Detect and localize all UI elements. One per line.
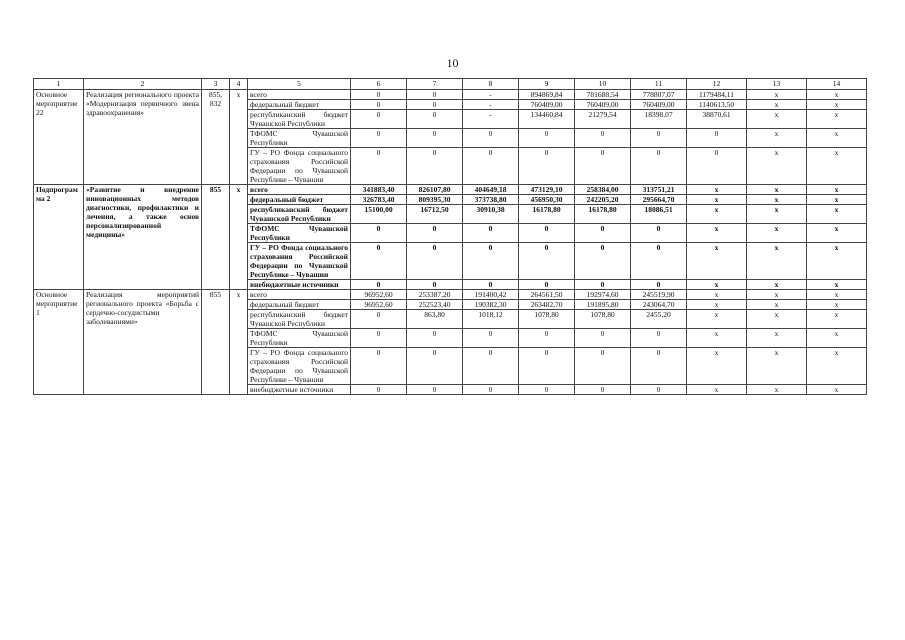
value-cell: 0 <box>519 129 575 148</box>
funding-source-cell: ГУ – РО Фонда социального страхования Российской Федерации по Чувашской Республике – Чувашии <box>248 348 351 385</box>
item-type-cell: Подпрограмма 2 <box>34 185 84 290</box>
value-cell: 0 <box>351 90 407 100</box>
value-cell: x <box>687 329 747 348</box>
value-cell: 0 <box>631 129 687 148</box>
column-number: 8 <box>463 79 519 90</box>
mark-cell: x <box>230 90 248 185</box>
value-cell: 0 <box>631 385 687 395</box>
value-cell: x <box>687 290 747 300</box>
value-cell: 0 <box>407 129 463 148</box>
value-cell: x <box>807 300 867 310</box>
table-body <box>34 79 867 395</box>
funding-source-cell: ТФОМС Чувашской Республики <box>248 329 351 348</box>
value-cell: 264561,50 <box>519 290 575 300</box>
value-cell: 0 <box>575 385 631 395</box>
item-title-cell: Реализация мероприятий регионального проекта «Борьба с сердечно-сосудистыми заболеваниями» <box>84 290 202 395</box>
value-cell: 313751,21 <box>631 185 687 195</box>
value-cell: x <box>807 148 867 185</box>
value-cell: 373738,80 <box>463 195 519 205</box>
value-cell: x <box>807 329 867 348</box>
column-number: 2 <box>84 79 202 90</box>
value-cell: x <box>747 348 807 385</box>
value-cell: 190382,30 <box>463 300 519 310</box>
value-cell: 326783,40 <box>351 195 407 205</box>
value-cell: x <box>807 290 867 300</box>
value-cell: - <box>463 110 519 129</box>
value-cell: 0 <box>631 224 687 243</box>
value-cell: x <box>687 348 747 385</box>
value-cell: 0 <box>463 243 519 280</box>
column-number: 13 <box>747 79 807 90</box>
value-cell: 1179484,11 <box>687 90 747 100</box>
funding-source-cell: всего <box>248 290 351 300</box>
funding-source-cell: федеральный бюджет <box>248 300 351 310</box>
value-cell: 0 <box>519 280 575 290</box>
item-type-cell: Основное мероприятие 22 <box>34 90 84 185</box>
value-cell: x <box>747 290 807 300</box>
value-cell: 826107,80 <box>407 185 463 195</box>
value-cell: x <box>747 129 807 148</box>
column-number: 11 <box>631 79 687 90</box>
value-cell: 1140613,50 <box>687 100 747 110</box>
value-cell: 0 <box>351 348 407 385</box>
value-cell: 0 <box>575 280 631 290</box>
funding-source-cell: республиканский бюджет Чувашской Республики <box>248 110 351 129</box>
column-number: 7 <box>407 79 463 90</box>
column-number: 4 <box>230 79 248 90</box>
table-row <box>34 290 867 300</box>
value-cell: 191895,80 <box>575 300 631 310</box>
value-cell: 0 <box>351 310 407 329</box>
value-cell: x <box>687 224 747 243</box>
column-number: 12 <box>687 79 747 90</box>
value-cell: 473129,10 <box>519 185 575 195</box>
value-cell: x <box>747 385 807 395</box>
value-cell: 456950,30 <box>519 195 575 205</box>
value-cell: 0 <box>407 224 463 243</box>
value-cell: 0 <box>351 148 407 185</box>
code-cell: 855 <box>202 290 230 395</box>
value-cell: 1018,12 <box>463 310 519 329</box>
value-cell: 863,80 <box>407 310 463 329</box>
value-cell: 38870,61 <box>687 110 747 129</box>
value-cell: 0 <box>351 280 407 290</box>
value-cell: 0 <box>687 148 747 185</box>
value-cell: 0 <box>631 243 687 280</box>
value-cell: x <box>687 280 747 290</box>
value-cell: 242205,20 <box>575 195 631 205</box>
value-cell: 0 <box>351 385 407 395</box>
value-cell: 16712,50 <box>407 205 463 224</box>
value-cell: 778807,07 <box>631 90 687 100</box>
value-cell: x <box>747 185 807 195</box>
value-cell: 15100,00 <box>351 205 407 224</box>
value-cell: x <box>747 243 807 280</box>
column-number: 14 <box>807 79 867 90</box>
value-cell: 263482,70 <box>519 300 575 310</box>
value-cell: x <box>807 280 867 290</box>
value-cell: 0 <box>519 224 575 243</box>
value-cell: 0 <box>351 100 407 110</box>
value-cell: x <box>747 329 807 348</box>
value-cell: 781688,54 <box>575 90 631 100</box>
funding-source-cell: ТФОМС Чувашской Республики <box>248 224 351 243</box>
value-cell: 96952,60 <box>351 290 407 300</box>
value-cell: 18086,51 <box>631 205 687 224</box>
column-number-row <box>34 79 867 90</box>
column-number: 5 <box>248 79 351 90</box>
funding-source-cell: всего <box>248 90 351 100</box>
value-cell: 0 <box>631 348 687 385</box>
value-cell: x <box>687 243 747 280</box>
value-cell: 245519,90 <box>631 290 687 300</box>
value-cell: 253387,20 <box>407 290 463 300</box>
value-cell: 0 <box>575 348 631 385</box>
value-cell: 0 <box>407 110 463 129</box>
value-cell: 0 <box>407 243 463 280</box>
value-cell: x <box>807 195 867 205</box>
value-cell: 2455,20 <box>631 310 687 329</box>
value-cell: 191400,42 <box>463 290 519 300</box>
value-cell: x <box>747 195 807 205</box>
value-cell: x <box>807 185 867 195</box>
value-cell: 0 <box>575 243 631 280</box>
column-number: 1 <box>34 79 84 90</box>
funding-source-cell: внебюджетные источники <box>248 280 351 290</box>
value-cell: 809395,30 <box>407 195 463 205</box>
value-cell: 0 <box>687 129 747 148</box>
value-cell: 0 <box>407 90 463 100</box>
value-cell: x <box>747 148 807 185</box>
value-cell: 0 <box>519 348 575 385</box>
funding-source-cell: республиканский бюджет Чувашской Республики <box>248 310 351 329</box>
value-cell: 0 <box>463 224 519 243</box>
value-cell: x <box>747 224 807 243</box>
value-cell: 404649,18 <box>463 185 519 195</box>
value-cell: 0 <box>519 385 575 395</box>
value-cell: x <box>747 205 807 224</box>
value-cell: 0 <box>351 129 407 148</box>
value-cell: 18398,07 <box>631 110 687 129</box>
value-cell: 0 <box>351 224 407 243</box>
value-cell: - <box>463 90 519 100</box>
value-cell: 1078,80 <box>519 310 575 329</box>
value-cell: x <box>747 110 807 129</box>
value-cell: 0 <box>463 348 519 385</box>
value-cell: x <box>807 205 867 224</box>
mark-cell: x <box>230 290 248 395</box>
value-cell: 0 <box>575 129 631 148</box>
value-cell: 760409,00 <box>519 100 575 110</box>
budget-table <box>33 78 867 395</box>
value-cell: 0 <box>463 385 519 395</box>
funding-source-cell: всего <box>248 185 351 195</box>
table-row <box>34 90 867 100</box>
value-cell: 0 <box>519 148 575 185</box>
value-cell: 0 <box>351 243 407 280</box>
value-cell: 0 <box>519 243 575 280</box>
value-cell: 0 <box>463 129 519 148</box>
value-cell: x <box>687 185 747 195</box>
value-cell: 0 <box>463 329 519 348</box>
value-cell: 0 <box>631 280 687 290</box>
value-cell: 0 <box>575 224 631 243</box>
value-cell: 0 <box>463 280 519 290</box>
value-cell: x <box>807 100 867 110</box>
value-cell: 0 <box>407 329 463 348</box>
value-cell: 0 <box>351 329 407 348</box>
value-cell: 0 <box>631 329 687 348</box>
item-title-cell: «Развитие и внедрение инновационных методов диагностики, профилактики и лечения, а также основ персонализированной медицины» <box>84 185 202 290</box>
value-cell: 0 <box>631 148 687 185</box>
item-type-cell: Основное мероприятие 1 <box>34 290 84 395</box>
value-cell: 0 <box>575 148 631 185</box>
value-cell: 0 <box>407 148 463 185</box>
value-cell: 243064,70 <box>631 300 687 310</box>
value-cell: 0 <box>407 385 463 395</box>
value-cell: 16178,80 <box>575 205 631 224</box>
value-cell: 1078,80 <box>575 310 631 329</box>
value-cell: 96952,60 <box>351 300 407 310</box>
value-cell: 0 <box>575 329 631 348</box>
value-cell: 0 <box>407 100 463 110</box>
code-cell: 855, 832 <box>202 90 230 185</box>
value-cell: x <box>807 129 867 148</box>
value-cell: 341883,40 <box>351 185 407 195</box>
value-cell: 760409,00 <box>631 100 687 110</box>
funding-source-cell: федеральный бюджет <box>248 195 351 205</box>
table-row <box>34 185 867 195</box>
code-cell: 855 <box>202 185 230 290</box>
value-cell: 0 <box>519 329 575 348</box>
value-cell: 192974,60 <box>575 290 631 300</box>
page-number: 10 <box>446 56 459 70</box>
value-cell: 760409,00 <box>575 100 631 110</box>
funding-source-cell: ГУ – РО Фонда социального страхования Российской Федерации по Чувашской Республике – Чувашии <box>248 148 351 185</box>
funding-source-cell: ТФОМС Чувашской Республики <box>248 129 351 148</box>
value-cell: 30910,38 <box>463 205 519 224</box>
column-number: 10 <box>575 79 631 90</box>
value-cell: x <box>747 280 807 290</box>
funding-source-cell: ГУ – РО Фонда социального страхования Российской Федерации по Чувашской Республике – Чувашии <box>248 243 351 280</box>
value-cell: 0 <box>463 148 519 185</box>
value-cell: x <box>687 310 747 329</box>
value-cell: - <box>463 100 519 110</box>
value-cell: x <box>687 385 747 395</box>
value-cell: 0 <box>407 280 463 290</box>
value-cell: x <box>747 300 807 310</box>
value-cell: x <box>747 100 807 110</box>
funding-source-cell: республиканский бюджет Чувашской Республики <box>248 205 351 224</box>
value-cell: x <box>807 385 867 395</box>
value-cell: x <box>807 90 867 100</box>
value-cell: x <box>807 224 867 243</box>
value-cell: 134460,84 <box>519 110 575 129</box>
column-number: 9 <box>519 79 575 90</box>
column-number: 6 <box>351 79 407 90</box>
value-cell: 0 <box>407 348 463 385</box>
funding-source-cell: внебюджетные источники <box>248 385 351 395</box>
item-title-cell: Реализация регионального проекта «Модернизация первичного звена здравоохранения» <box>84 90 202 185</box>
value-cell: 258384,00 <box>575 185 631 195</box>
value-cell: 16178,80 <box>519 205 575 224</box>
value-cell: 295664,70 <box>631 195 687 205</box>
mark-cell: x <box>230 185 248 290</box>
value-cell: x <box>807 348 867 385</box>
value-cell: 0 <box>351 110 407 129</box>
value-cell: x <box>807 110 867 129</box>
value-cell: x <box>687 300 747 310</box>
value-cell: x <box>687 205 747 224</box>
value-cell: x <box>747 90 807 100</box>
value-cell: 21279,54 <box>575 110 631 129</box>
value-cell: x <box>807 243 867 280</box>
column-number: 3 <box>202 79 230 90</box>
value-cell: 894869,84 <box>519 90 575 100</box>
value-cell: 252523,40 <box>407 300 463 310</box>
value-cell: x <box>747 310 807 329</box>
value-cell: x <box>687 195 747 205</box>
funding-source-cell: федеральный бюджет <box>248 100 351 110</box>
value-cell: x <box>807 310 867 329</box>
